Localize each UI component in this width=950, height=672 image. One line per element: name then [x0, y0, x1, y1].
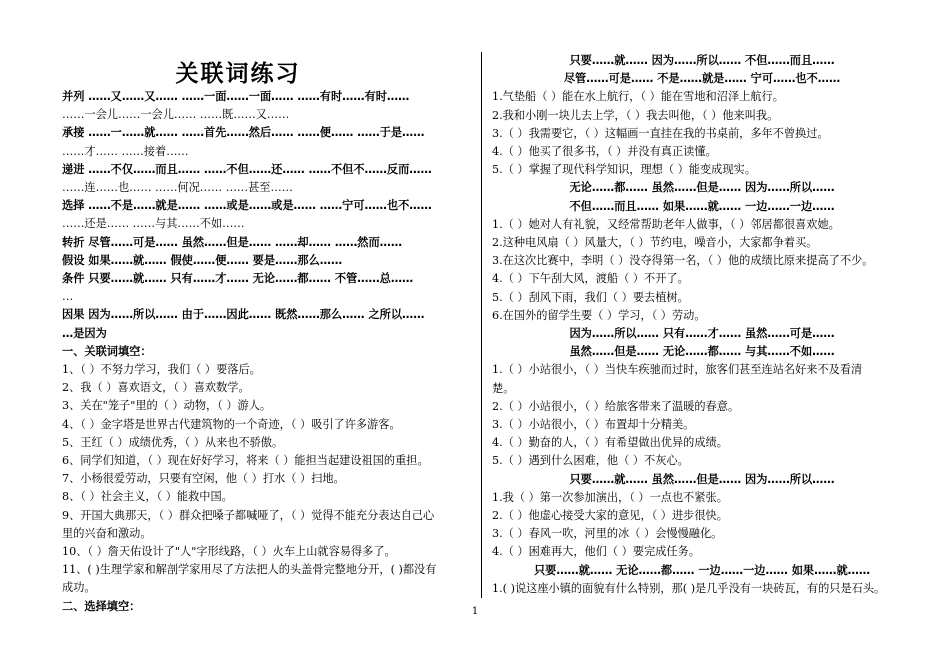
right-line: 1.（ ）小站很小，（ ）当快车疾驰而过时，旅客们甚至连站名好来不及看清 — [492, 363, 863, 377]
right-line: 4.（ ）下午刮大风，渡船（ ）不开了。 — [492, 272, 689, 286]
left-line: 6、同学们知道，（ ）现在好好学习，将来（ ）能担当起建设祖国的重担。 — [62, 454, 429, 468]
left-line: ……连……也…… ……何况…… ……甚至…… — [62, 181, 293, 195]
right-line: 6.在国外的留学生要（ ）学习，（ ）劳动。 — [492, 308, 706, 322]
right-line: 2.（ ）小站很小，（ ）给旅客带来了温暖的春意。 — [492, 399, 740, 413]
right-line: 2.这种电风扇（ ）风量大，（ ）节约电，噪音小，大家都争着买。 — [492, 236, 818, 250]
left-line: 条件 只要……就…… 只有……才…… 无论……都…… 不管……总…… — [62, 272, 414, 286]
right-line: 不但……而且…… 如果……就…… 一边……一边…… — [569, 199, 835, 213]
right-line: 1.（ ）她对人有礼貌，又经常帮助老年人做事，（ ）邻居都很喜欢她。 — [492, 217, 840, 231]
left-line: …是因为 — [62, 326, 107, 340]
column-divider — [481, 52, 482, 598]
left-line: 成功。 — [62, 581, 96, 595]
right-line: 虽然……但是…… 无论……都…… 与其……不如…… — [569, 345, 835, 359]
left-line: 承接 ……一……就…… ……首先……然后…… ……便…… ……于是…… — [62, 126, 425, 140]
left-line: ……才…… ……接着…… — [62, 144, 189, 158]
left-column — [62, 88, 475, 616]
right-line: 3.（ ）小站很小，（ ）布置却十分精美。 — [492, 418, 695, 432]
right-line: 无论……都…… 虽然……但是…… 因为……所以…… — [569, 181, 835, 195]
left-line: ……还是…… ……与其……不如…… — [62, 217, 245, 231]
left-line: 7、小杨很爱劳动，只要有空闲，他（ ）打水（ ）扫地。 — [62, 472, 345, 486]
left-line: 并列 ……又……又…… ……一面……一面…… ……有时……有时…… — [62, 90, 410, 103]
left-line: 一、关联词填空： — [62, 344, 152, 358]
left-line: 因果 因为……所以…… 由于……因此…… 既然……那么…… 之所以…… — [62, 308, 425, 322]
right-line: 1.气垫船（ ）能在水上航行，（ ）能在雪地和沼泽上航行。 — [492, 90, 784, 104]
left-line: 2、我（ ）喜欢语文，（ ）喜欢数学。 — [62, 381, 250, 395]
left-line: … — [62, 290, 74, 304]
right-line: 尽管……可是…… 不是……就是…… 宁可……也不…… — [563, 72, 841, 86]
right-line: 2.我和小刚一块儿去上学，（ ）我去叫他，（ ）他来叫我。 — [492, 108, 779, 122]
right-line: 只要……就…… 虽然……但是…… 因为……所以…… — [569, 472, 835, 486]
left-line: 9、开国大典那天，（ ）群众把嗓子都喊哑了，（ ）觉得不能充分表达自己心 — [62, 508, 435, 522]
left-line: 11、( )生理学家和解剖学家用尽了方法把人的头盖骨完整地分开，( )都没有 — [62, 563, 437, 577]
right-line: 3.（ ）我需要它，（ ）这幅画一直挂在我的书桌前，多年不曾换过。 — [492, 126, 829, 140]
right-column — [492, 52, 912, 598]
left-line: 10、（ ）詹天佑设计了"人"字形线路，（ ）火车上山就容易得多了。 — [62, 545, 396, 559]
right-line: 3.在这次比赛中，李明（ ）没夺得第一名，（ ）他的成绩比原来提高了不少。 — [492, 254, 874, 268]
right-line: 4.（ ）勤奋的人，（ ）有希望做出优异的成绩。 — [492, 436, 728, 450]
left-line: 里的兴奋和激动。 — [62, 526, 152, 540]
right-line: 只要……就…… 因为……所以…… 不但……而且…… — [569, 54, 835, 67]
left-line: 8、（ ）社会主义，（ ）能救中国。 — [62, 490, 233, 504]
right-line: 因为……所以…… 只有……才…… 虽然……可是…… — [569, 327, 835, 341]
left-line: 3、关在"笼子"里的（ ）动物，（ ）游人。 — [62, 399, 272, 413]
left-line: 递进 ……不仅……而且…… ……不但……还…… ……不但不……反而…… — [62, 162, 432, 176]
left-line: 1、（ ）不努力学习，我们（ ）要落后。 — [62, 363, 261, 377]
right-line: 楚。 — [492, 381, 515, 395]
left-line: 5、王红（ ）成绩优秀，（ ）从来也不骄傲。 — [62, 435, 284, 449]
right-line: 1.我（ ）第一次参加演出，（ ）一点也不紧张。 — [492, 490, 728, 504]
left-line: ……一会儿……一会儿…… ……既……又…… — [62, 108, 290, 122]
right-line: 2.（ ）他虚心接受大家的意见，（ ）进步很快。 — [492, 509, 728, 523]
right-line: 3.（ ）春风一吹，河里的冰（ ）会慢慢融化。 — [492, 527, 723, 541]
right-line: 5.（ ）掌握了现代科学知识，理想（ ）能变成现实。 — [492, 163, 756, 177]
right-line: 5.（ ）刮风下雨，我们（ ）要去植树。 — [492, 290, 689, 304]
left-line: 4、（ ）金字塔是世界古代建筑物的一个奇迹，（ ）吸引了许多游客。 — [62, 417, 401, 431]
right-line: 只要……就…… 无论……都…… 一边……一边…… 如果……就…… — [533, 563, 871, 577]
left-line: 假设 如果……就…… 假使……便…… 要是……那么…… — [62, 253, 343, 267]
right-line: 1.( )说这座小镇的面貌有什么特别，那( )是几乎没有一块砖瓦，有的只是石头。 — [492, 581, 886, 595]
left-line: 选择 ……不是……就是…… ……或是……或是…… ……宁可……也不…… — [62, 199, 432, 213]
right-line: 5.（ ）遇到什么困难，他（ ）不灰心。 — [492, 454, 689, 468]
page-number: 1 — [471, 606, 479, 617]
right-line: 4.（ ）困难再大，他们（ ）要完成任务。 — [492, 545, 700, 559]
right-line: 4.（ ）他买了很多书，（ ）并没有真正读懂。 — [492, 145, 717, 159]
page-title: 关联词练习 — [175, 61, 301, 87]
left-line: 二、选择填空： — [62, 599, 141, 613]
left-line: 转折 尽管……可是…… 虽然……但是…… ……却…… ……然而…… — [62, 235, 403, 249]
